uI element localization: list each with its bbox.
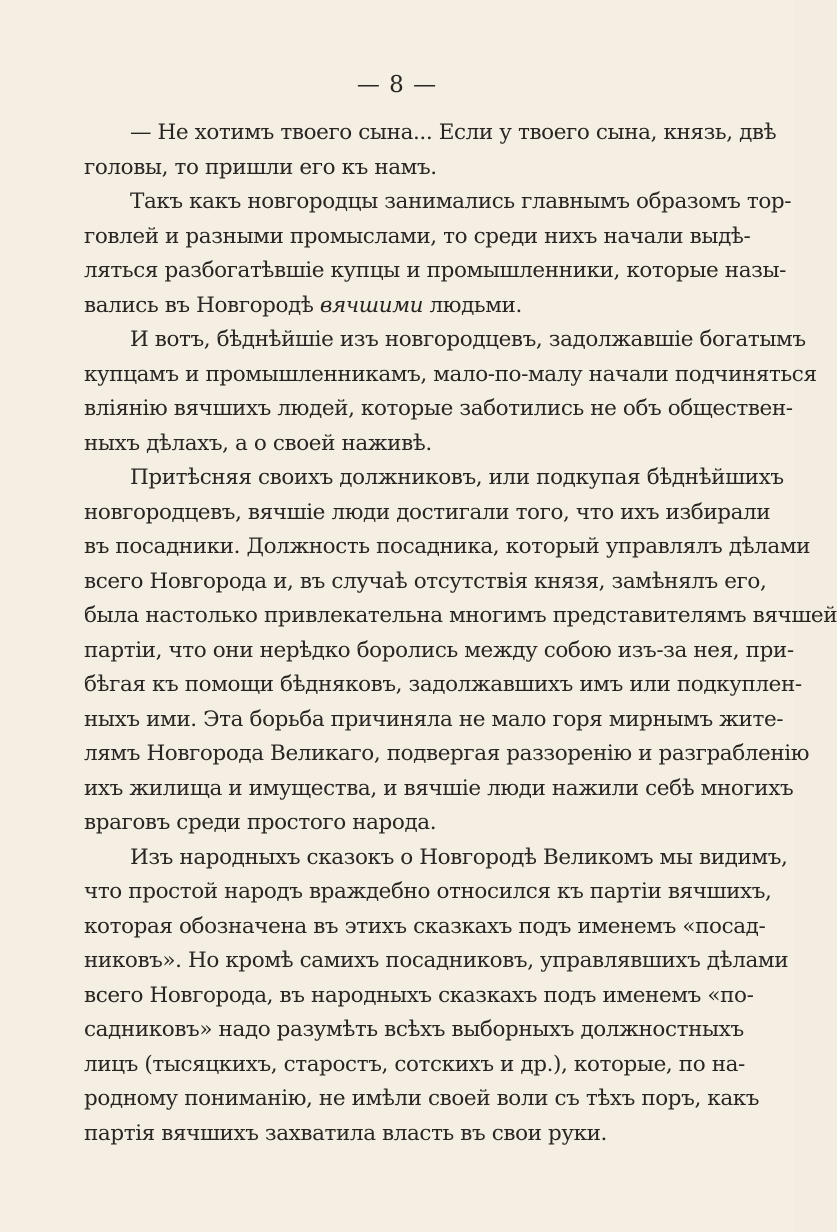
text-line: ихъ жилища и имущества, и вячшіе люди нажили себѣ многихъ — [84, 775, 794, 801]
text-line: головы, то пришли его къ намъ. — [84, 154, 437, 180]
paragraph-5 — [84, 841, 789, 1152]
text-line: ныхъ дѣлахъ, а о своей наживѣ. — [84, 430, 432, 456]
text-line: бѣгая къ помощи бѣдняковъ, задолжавшихъ имъ или подкуплен- — [84, 672, 802, 697]
text-line: ныхъ ими. Эта борьба причиняла не мало горя мирнымъ жите- — [84, 706, 784, 732]
text-line: которая обозначена въ этихъ сказкахъ подъ именемъ «посад- — [84, 913, 766, 939]
text-line: партіи, что они нерѣдко боролись между собою изъ-за нея, при- — [84, 637, 794, 663]
text-line: никовъ». Но кромѣ самихъ посадниковъ, управлявшихъ дѣлами — [84, 948, 789, 973]
text-line: И вотъ, бѣднѣйшіе изъ новгородцевъ, задолжавшіе богатымъ — [130, 327, 806, 352]
text-line: ляться разбогатѣвшіе купцы и промышленники, которые назы- — [84, 258, 787, 283]
text-line: всего Новгорода, въ народныхъ сказкахъ подъ именемъ «по- — [84, 982, 754, 1008]
text-line: была настолько привлекательна многимъ представителямъ вячшей — [84, 603, 837, 628]
paragraph-3 — [84, 323, 817, 461]
text-line: садниковъ» надо разумѣть всѣхъ выборныхъ должностныхъ — [84, 1017, 744, 1042]
text-line: родному пониманію, не имѣли своей воли съ тѣхъ поръ, какъ — [84, 1086, 760, 1111]
text-line: всего Новгорода и, въ случаѣ отсутствія князя, замѣнялъ его, — [84, 568, 767, 594]
text-line: вліянію вячшихъ людей, которые заботились не объ обществен- — [84, 396, 793, 421]
text-line: Притѣсняя своихъ должниковъ, или подкупая бѣднѣйшихъ — [130, 465, 784, 490]
text-line: лицъ (тысяцкихъ, старостъ, сотскихъ и др.), которые, по на- — [84, 1051, 745, 1077]
text-line: что простой народъ враждебно относился къ партіи вячшихъ, — [84, 879, 772, 904]
paragraph-2 — [84, 185, 792, 323]
text-line: лямъ Новгорода Великаго, подвергая раззоренію и разграбленію — [84, 741, 810, 766]
text-line: враговъ среди простого народа. — [84, 810, 437, 835]
paragraph-4 — [84, 461, 837, 841]
text-fragment: вались въ Новгородѣ — [84, 292, 320, 318]
text-line: въ посадники. Должность посадника, который управлялъ дѣлами — [84, 534, 811, 559]
text-fragment: людьми. — [423, 292, 522, 318]
text-line: партія вячшихъ захватила власть въ свои руки. — [84, 1120, 607, 1146]
text-line: Изъ народныхъ сказокъ о Новгородѣ Великомъ мы видимъ, — [130, 844, 788, 870]
text-line: купцамъ и промышленникамъ, мало-по-малу начали подчиняться — [84, 361, 817, 387]
italic-term: вячшими — [319, 292, 424, 318]
text-line: Такъ какъ новгородцы занимались главнымъ образомъ тор- — [130, 189, 792, 214]
text-line — [84, 289, 716, 324]
page-number: — 8 — — [356, 72, 438, 98]
body-text — [84, 116, 837, 1151]
text-line: — Не хотимъ твоего сына... Если у твоего сына, князь, двѣ — [130, 120, 777, 145]
text-line: новгородцевъ, вячшіе люди достигали того, что ихъ избирали — [84, 499, 771, 525]
paragraph-1 — [84, 116, 777, 185]
text-line: говлей и разными промыслами, то среди нихъ начали выдѣ- — [84, 223, 751, 249]
